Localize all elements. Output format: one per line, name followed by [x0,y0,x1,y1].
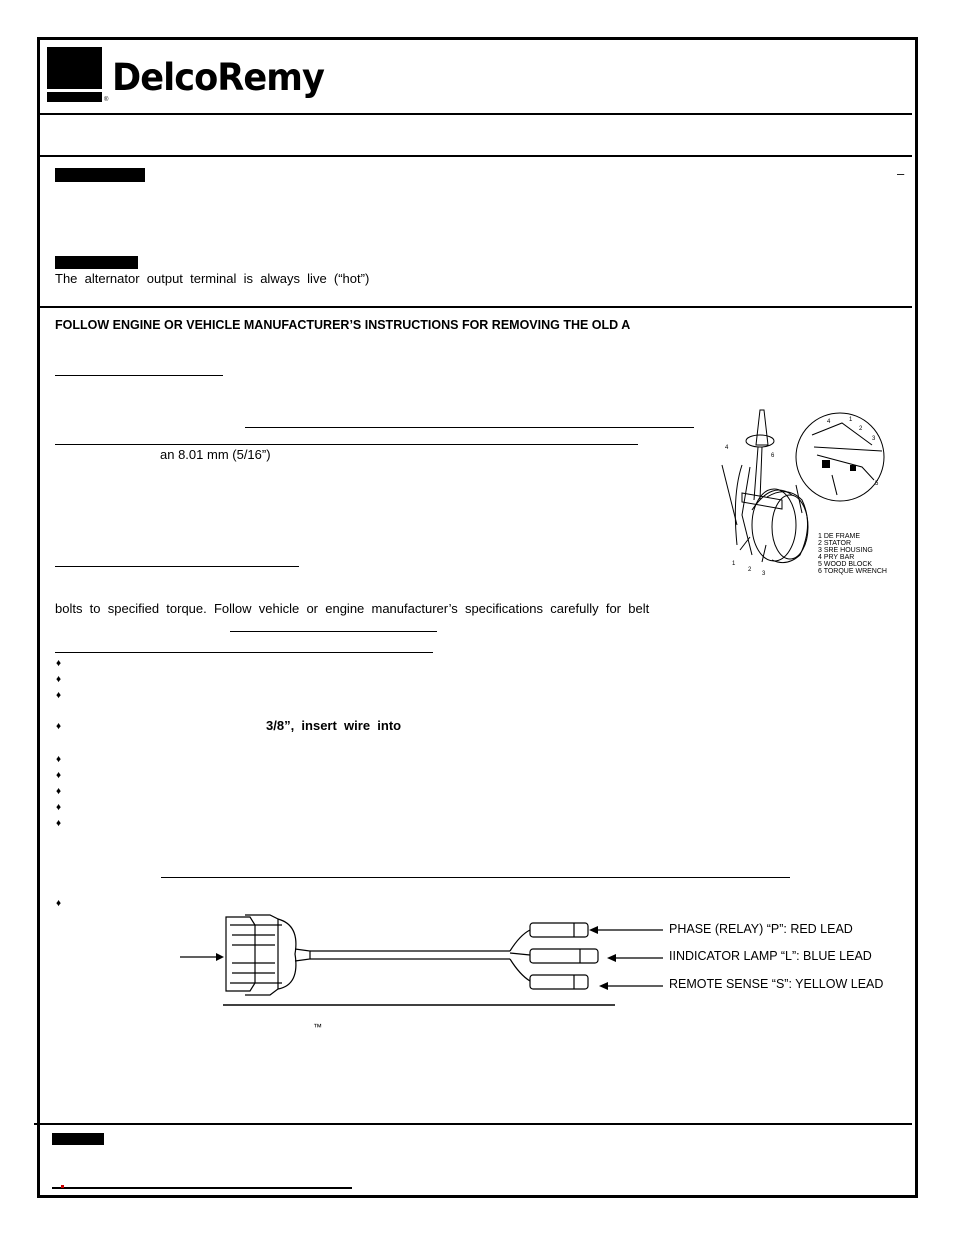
underline-2 [245,427,694,428]
footer-underline [52,1187,352,1189]
logo-mark-gap [47,89,102,92]
bullet: ♦ [56,690,62,701]
svg-text:4: 4 [725,445,729,451]
bullet: ♦ [56,786,62,797]
legend-item: 1 DE FRAME [818,533,861,540]
legend-item: 2 STATOR [818,540,852,547]
bullet: ♦ [56,802,62,813]
harness-figure [170,905,630,1010]
svg-text:1: 1 [849,417,853,423]
footer-red-mark [61,1185,64,1188]
rule-footer-top [34,1123,912,1125]
live-terminal-text: The alternator output terminal is always live (“hot”) [55,271,370,286]
svg-text:6: 6 [771,453,775,459]
legend-item: 5 WOOD BLOCK [818,561,873,568]
svg-text:2: 2 [748,567,752,573]
underline-5 [230,631,437,632]
dash-mark: – [897,166,905,181]
bullet: ♦ [56,674,62,685]
belt-text: bolts to specified torque. Follow vehicle or engine manufacturer’s specifications carefully for belt [55,601,650,616]
bullet: ♦ [56,754,62,765]
underline-3 [55,444,638,445]
wire-insert-text: 3/8”, insert wire into [266,718,402,733]
caution-label-bar [55,168,145,182]
svg-text:4: 4 [827,419,831,425]
lead-label-indicator: IINDICATOR LAMP “L”: BLUE LEAD [669,949,872,963]
lead-label-phase: PHASE (RELAY) “P”: RED LEAD [669,922,853,936]
bullet: ♦ [56,770,62,781]
note-label-bar [52,1133,104,1145]
trademark-mark: ™ [313,1022,322,1032]
lead-arrows [585,920,665,995]
bullet: ♦ [56,658,62,669]
svg-text:5: 5 [875,481,879,487]
instructions-heading: FOLLOW ENGINE OR VEHICLE MANUFACTURER’S INSTRUCTIONS FOR REMOVING THE OLD A [55,318,631,332]
underline-4 [55,566,299,567]
bolt-size-text: an 8.01 mm (5/16”) [160,447,271,462]
bullet: ♦ [56,721,62,732]
removal-figure [712,405,887,577]
legend-item: 6 TORQUE WRENCH [818,568,887,575]
registered-mark: ® [104,97,109,103]
rule-title-bottom [40,155,912,157]
page-frame [37,37,918,1198]
legend-item: 3 SRE HOUSING [818,547,873,554]
underline-6 [55,652,433,653]
svg-text:3: 3 [762,571,766,577]
brand-name: DelcoRemy [112,56,324,99]
underline-7 [161,877,790,878]
logo-mark [47,47,102,102]
svg-text:2: 2 [859,426,863,432]
rule-header-bottom [40,113,912,115]
legend-item: 4 PRY BAR [818,554,855,561]
underline-1 [55,375,223,376]
svg-text:1: 1 [732,561,736,567]
bullet: ♦ [56,818,62,829]
lead-label-sense: REMOTE SENSE “S”: YELLOW LEAD [669,977,884,991]
rule-warning-bottom [40,306,912,308]
bullet: ♦ [56,898,62,909]
svg-text:3: 3 [872,436,876,442]
warning-label-bar [55,256,138,269]
